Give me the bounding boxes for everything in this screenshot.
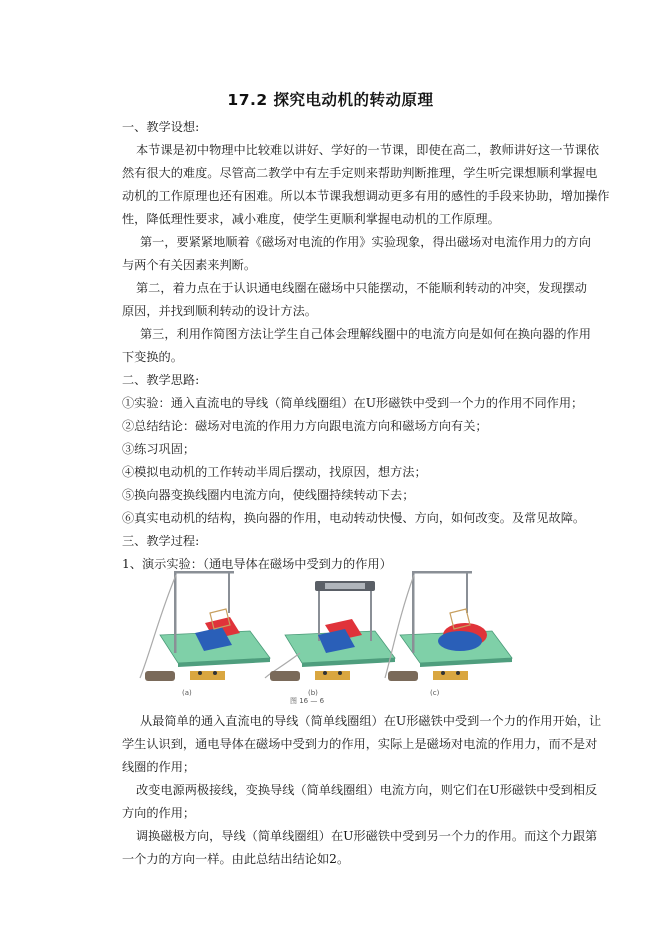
list-item: ②总结结论：磁场对电流的作用力方向跟电流方向和磁场方向有关； — [122, 419, 488, 433]
paragraph-line: 调换磁极方向，导线（简单线圈组）在U形磁铁中受到另一个力的作用。而这个力跟第 — [136, 829, 598, 843]
figure-caption: 图 16 — 6 — [290, 697, 325, 705]
experiment-figure — [130, 553, 525, 705]
figure-label-c: (c) — [430, 689, 440, 697]
page-title: 17.2 探究电动机的转动原理 — [227, 91, 434, 109]
paragraph-line: 方向的作用； — [122, 806, 196, 820]
section1-heading: 一、教学设想: — [122, 120, 200, 134]
figure-label-a: (a) — [182, 689, 192, 697]
figure-label-b: (b) — [308, 689, 318, 697]
paragraph-line: 性，降低理性要求，减小难度，使学生更顺利掌握电动机的工作原理。 — [122, 212, 500, 226]
setup-a — [140, 571, 270, 697]
list-item: ④模拟电动机的工作转动半周后摆动，找原因，想方法； — [122, 465, 427, 479]
section2-heading: 二、教学思路: — [122, 373, 200, 387]
paragraph-line: 动机的工作原理也还有困难。所以本节课我想调动更多有用的感性的手段来协助，增加操作 — [122, 189, 610, 203]
paragraph-line: 与两个有关因素来判断。 — [122, 258, 257, 272]
subsection-heading: 1、演示实验：（通电导体在磁场中受到力的作用） — [122, 557, 392, 571]
paragraph-line: 第二，着力点在于认识通电线圈在磁场中只能摆动，不能顺利转动的冲突，发现摆动 — [136, 281, 587, 295]
list-item: ⑤换向器变换线圈内电流方向，使线圈持续转动下去； — [122, 488, 415, 502]
setup-c — [385, 571, 512, 697]
section3-heading: 三、教学过程: — [122, 534, 200, 548]
paragraph-line: 原因，并找到顺利转动的设计方法。 — [122, 304, 317, 318]
setup-b — [265, 581, 395, 697]
paragraph-line: 下变换的。 — [122, 350, 183, 364]
paragraph-line: 学生认识到，通电导体在磁场中受到力的作用，实际上是磁场对电流的作用力，而不是对 — [122, 737, 598, 751]
paragraph-line: 本节课是初中物理中比较难以讲好、学好的一节课，即使在高二，教师讲好这一节课依 — [136, 143, 600, 157]
paragraph-line: 线圈的作用； — [122, 760, 196, 774]
paragraph-line: 第一，要紧紧地顺着《磁场对电流的作用》实验现象，得出磁场对电流作用力的方向 — [140, 235, 591, 249]
paragraph-line: 从最简单的通入直流电的导线（简单线圈组）在U形磁铁中受到一个力的作用开始，让 — [140, 714, 602, 728]
list-item: ⑥真实电动机的结构，换向器的作用，电动转动快慢、方向，如何改变。及常见故障。 — [122, 511, 586, 525]
paragraph-line: 改变电源两极接线，变换导线（简单线圈组）电流方向，则它们在U形磁铁中受到相反 — [136, 783, 598, 797]
paragraph-line: 第三，利用作简图方法让学生自己体会理解线圈中的电流方向是如何在换向器的作用 — [140, 327, 591, 341]
list-item: ③练习巩固； — [122, 442, 196, 456]
paragraph-line: 一个力的方向一样。由此总结出结论如2。 — [122, 852, 350, 866]
paragraph-line: 然有很大的难度。尽管高二教学中有左手定则来帮助判断推理，学生听完课想顺利掌握电 — [122, 166, 598, 180]
list-item: ①实验：通入直流电的导线（简单线圈组）在U形磁铁中受到一个力的作用不同作用； — [122, 396, 584, 410]
